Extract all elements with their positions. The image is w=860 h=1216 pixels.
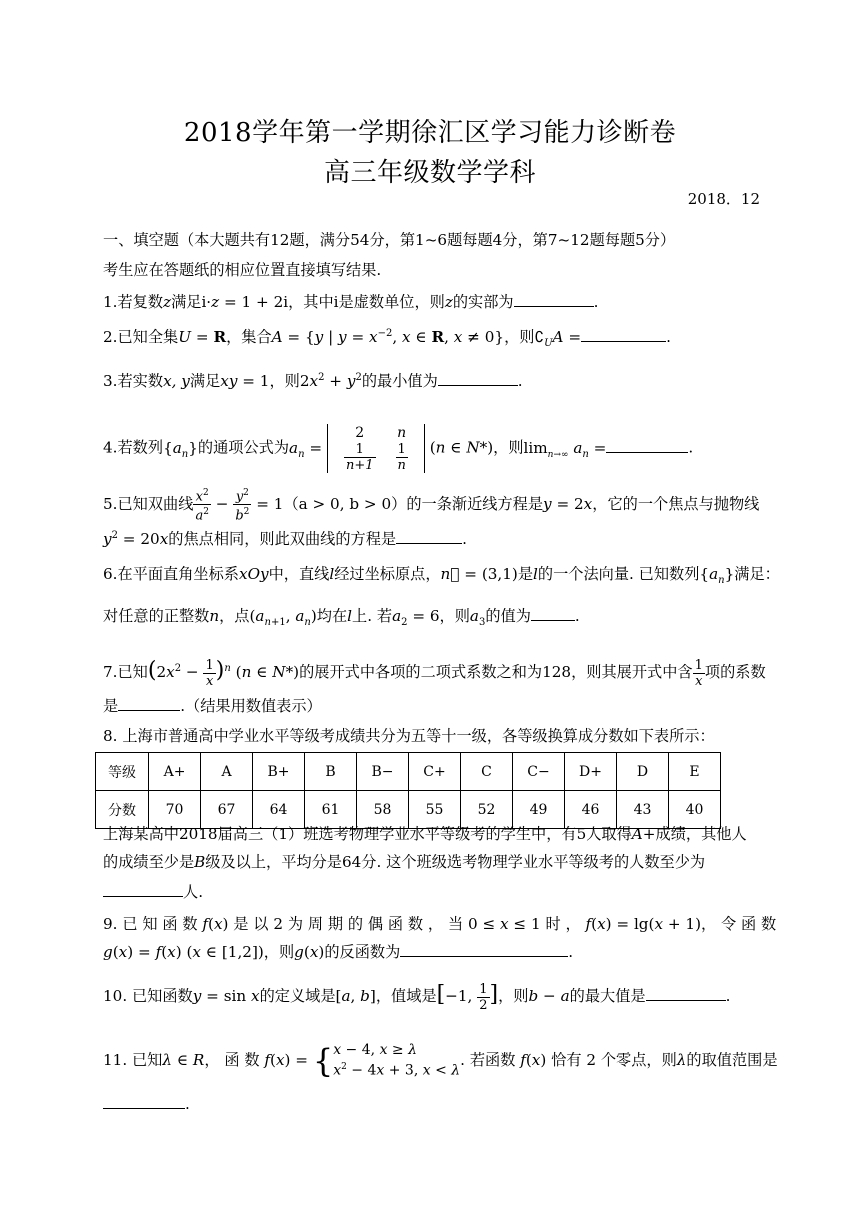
grade-score-table <box>95 752 721 829</box>
answer-blank-7[interactable] <box>118 696 180 711</box>
grade-cell: C <box>461 753 513 791</box>
question-4: 4.若数列$\{a_n\}$的通项公式为$a_n$ = 2 n $\frac{1}{n+1}$ $\frac{1}{n}$ (n ∈ N*)，则$\lim_{n\to\infty} a_n$ = . <box>103 425 694 473</box>
score-cell: 64 <box>253 791 305 829</box>
question-7: 7.已知($2x^2$ − $\frac{1}{x}$ )$^n$ (n ∈ N*)的展开式中各项的二项式系数之和为128，则其展开式中含 $\frac{1}{x}$ 项的系数 <box>103 657 766 689</box>
score-row <box>96 791 721 829</box>
question-9-line-2: g(x) = f(x) (x ∈ [1,2])，则g(x)的反函数为 . <box>103 943 574 961</box>
question-6: 6.在平面直角坐标系xOy中，直线l经过坐标原点，n⃗ = (3,1)是l的一个法向量. 已知数列$\{a_n\}$满足： <box>103 565 780 587</box>
answer-blank-11[interactable] <box>103 1094 185 1109</box>
score-row-label: 分数 <box>96 791 149 829</box>
question-8-text-1: 上海某高中2018届高三（1）班选考物理学业水平等级考的学生中，有5人取得A+成绩，其他人 <box>103 825 747 843</box>
score-cell: 55 <box>409 791 461 829</box>
grade-cell: C+ <box>409 753 461 791</box>
grade-cell: B+ <box>253 753 305 791</box>
grade-row-label: 等级 <box>96 753 149 791</box>
grade-cell: C− <box>513 753 565 791</box>
score-cell: 46 <box>565 791 617 829</box>
answer-blank-2[interactable] <box>581 327 666 342</box>
question-5-line-2: $y^2 = 20x$的焦点相同，则此双曲线的方程是 . <box>103 530 467 549</box>
answer-blank-9[interactable] <box>400 942 568 957</box>
exam-title: 2018学年第一学期徐汇区学习能力诊断卷 <box>183 118 677 148</box>
score-cell: 58 <box>357 791 409 829</box>
grade-cell: E <box>669 753 721 791</box>
answer-blank-4[interactable] <box>606 438 688 453</box>
answer-blank-8[interactable] <box>103 882 183 897</box>
score-cell: 52 <box>461 791 513 829</box>
exam-date: 2018．12 <box>687 190 760 208</box>
question-11: 11. 已知λ ∈ R， 函 数 f(x) = { x − 4, x ≥ λ $x^2 - 4x + 3$, x < λ . 若函数 f(x) 恰有 2 个零点，则λ的取值范围是 <box>103 1042 778 1080</box>
score-cell: 49 <box>513 791 565 829</box>
score-cell: 70 <box>149 791 201 829</box>
question-5: 5.已知双曲线 $\frac{x^2}{a^2}$ − $\frac{y^2}{b^2}$ = 1（a > 0, b > 0）的一条渐近线方程是y = 2x，它的一个焦点与抛物线 <box>103 488 760 524</box>
grade-cell: D <box>617 753 669 791</box>
answer-blank-5[interactable] <box>396 529 462 544</box>
grade-cell: D+ <box>565 753 617 791</box>
grade-cell: A+ <box>149 753 201 791</box>
question-6-line-2: 对任意的正整数n，点($a_{n+1}$, $a_n$)均在l上. 若$a_2 = 6$，则$a_3$的值为 . <box>103 607 580 629</box>
piecewise-function: x − 4, x ≥ λ $x^2 - 4x + 3$, x < λ <box>333 1042 461 1079</box>
question-9: 9. 已 知 函 数 f(x) 是 以 2 为 周 期 的 偶 函 数 ， 当 0 ≤ x ≤ 1 时 ， f(x) = lg(x + 1)， 令 函 数 <box>103 915 777 933</box>
question-3: 3.若实数x, y满足xy = 1，则$2x^2 + y^2$的最小值为 . <box>103 372 523 391</box>
answer-blank-3[interactable] <box>438 371 518 386</box>
question-7-line-2: 是 .（结果用数值表示） <box>103 697 322 715</box>
section-heading: 一、填空题（本大题共有12题，满分54分，第1~6题每题4分，第7~12题每题5分） <box>103 231 676 249</box>
question-8-text-3: 人. <box>103 882 763 902</box>
answer-blank-6[interactable] <box>531 606 575 621</box>
question-10: 10. 已知函数y = sin x的定义域是[a, b]，值域是[−1, $\frac{1}{2}$ ]，则b − a的最大值是 . <box>103 981 731 1013</box>
score-cell: 40 <box>669 791 721 829</box>
question-1: 1.若复数z满足i·z = 1 + 2i，其中i是虚数单位，则z的实部为 . <box>103 293 599 311</box>
answer-blank-1[interactable] <box>514 292 594 307</box>
question-8-text-2: 的成绩至少是B级及以上，平均分是64分. 这个班级选考物理学业水平等级考的人数至少为 <box>103 853 706 871</box>
score-cell: 67 <box>201 791 253 829</box>
question-11-line-2: . <box>103 1094 763 1114</box>
question-8: 8. 上海市普通高中学业水平等级考成绩共分为五等十一级，各等级换算成分数如下表所示： <box>103 727 715 745</box>
grade-cell: A <box>201 753 253 791</box>
determinant: 2 n $\frac{1}{n+1}$ $\frac{1}{n}$ <box>327 424 425 473</box>
grade-cell: B <box>305 753 357 791</box>
grade-row <box>96 753 721 791</box>
question-2: 2.已知全集U = R，集合A = {y | $y = x^{-2}$, x ∈ R, x ≠ 0}，则$∁_UA$ = . <box>103 328 671 350</box>
score-cell: 61 <box>305 791 357 829</box>
answer-blank-10[interactable] <box>646 986 726 1001</box>
grade-cell: B− <box>357 753 409 791</box>
score-cell: 43 <box>617 791 669 829</box>
section-instruction: 考生应在答题纸的相应位置直接填写结果. <box>103 261 382 279</box>
exam-subtitle: 高三年级数学学科 <box>323 158 536 188</box>
